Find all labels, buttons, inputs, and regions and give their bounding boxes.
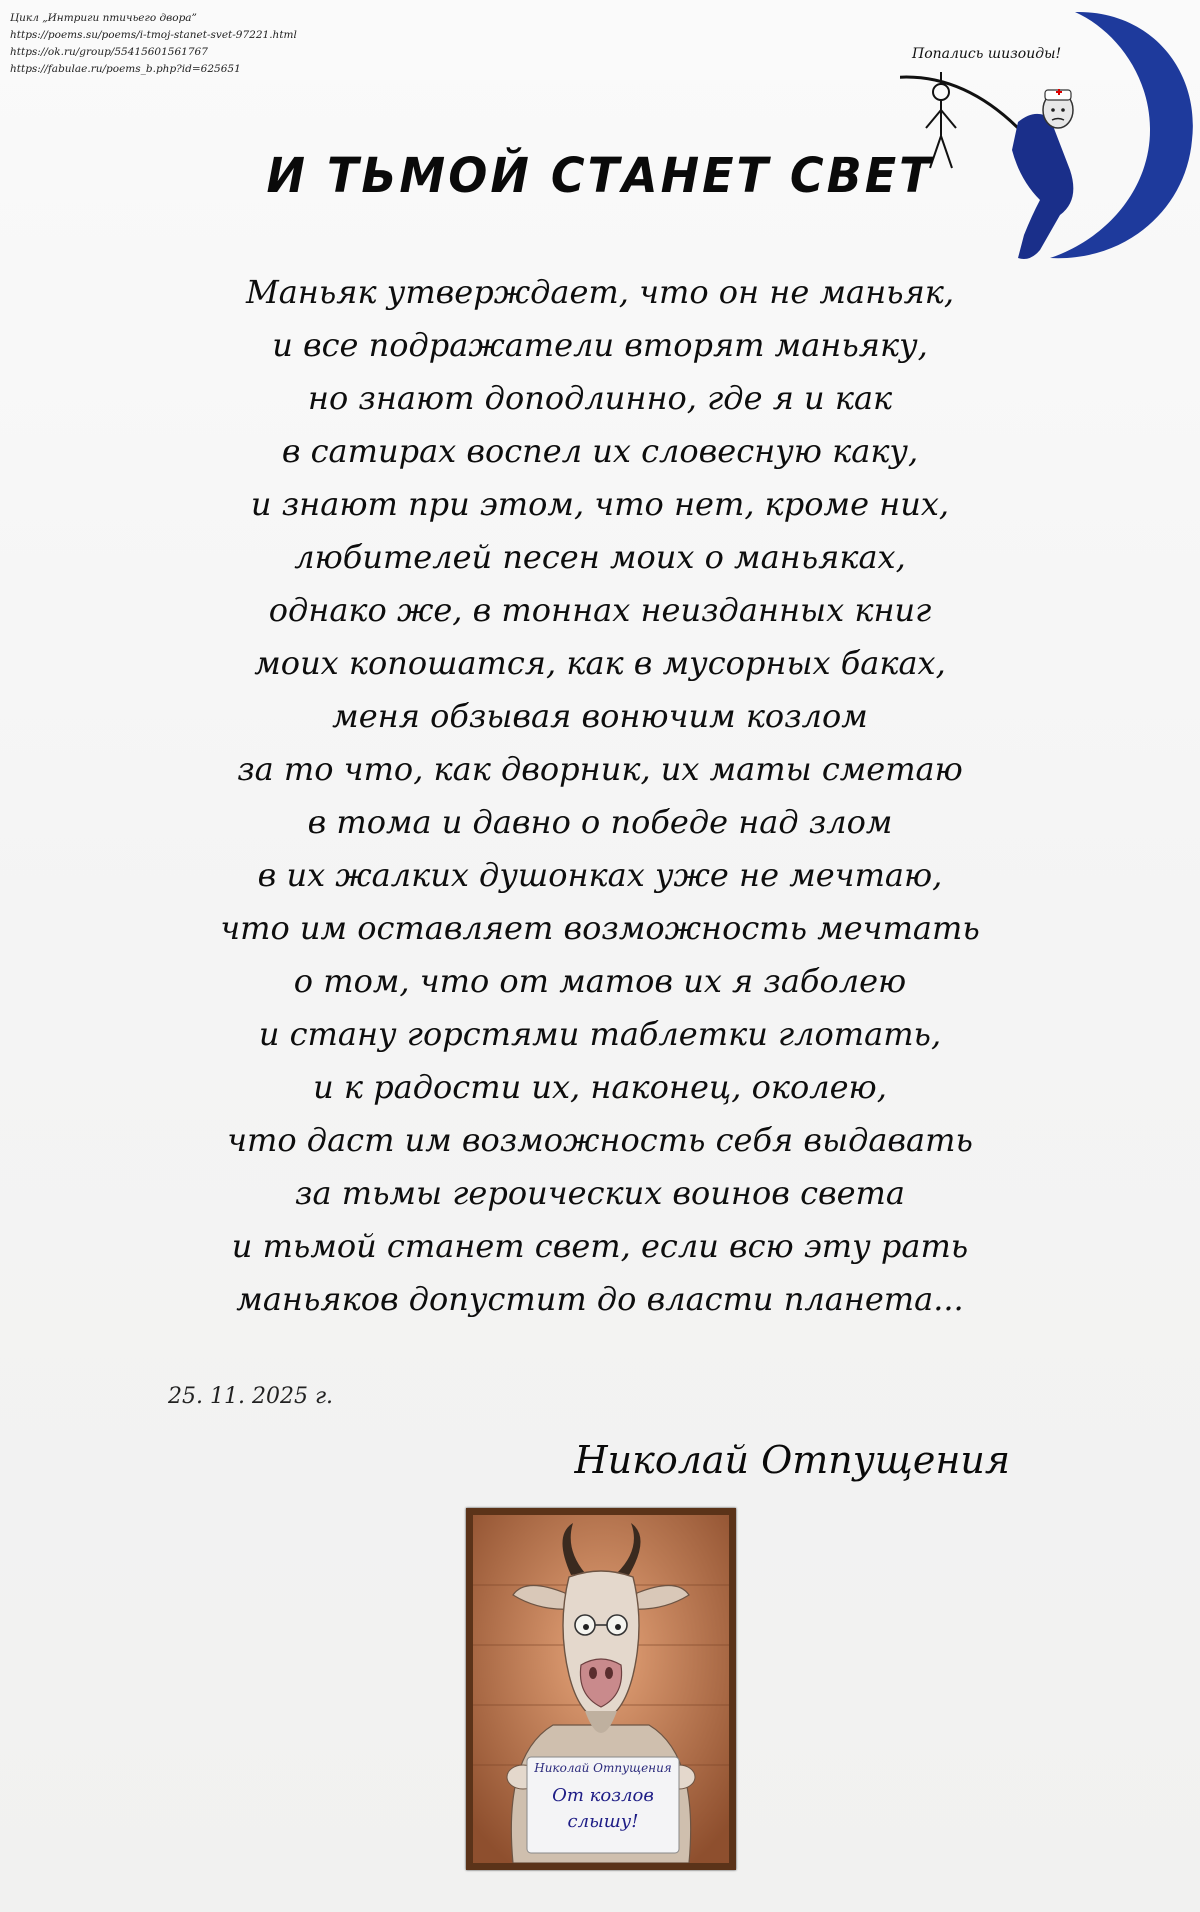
goat-sign	[525, 1755, 681, 1855]
poem-line: о том, что от матов их я заболею	[293, 962, 907, 1000]
poem-line: и тьмой станет свет, если всю эту рать	[231, 1227, 969, 1265]
poem-line: за то что, как дворник, их маты сметаю	[237, 750, 963, 788]
goat-picture	[466, 1508, 736, 1870]
header-link-fabulae[interactable]: https://fabulae.ru/poems_b.php?id=625651	[10, 63, 241, 75]
header-link-poems-su[interactable]: https://poems.su/poems/i-tmoj-stanet-svet-97221.html	[10, 29, 297, 41]
poem-line: Маньяк утверждает, что он не маньяк,	[245, 273, 955, 311]
poem-title: И ТЬМОЙ СТАНЕТ СВЕТ	[266, 146, 934, 204]
author-signature: Николай Отпущения	[574, 1438, 1010, 1482]
poem-line: однако же, в тоннах неизданных книг	[268, 591, 932, 629]
poem-body	[0, 266, 1200, 1326]
header-link-cycle: Цикл „Интриги птичьего двора”	[10, 12, 197, 24]
moon-caption: Попались шизоиды!	[912, 46, 1062, 62]
header-link-ok-ru[interactable]: https://ok.ru/group/55415601561767	[10, 46, 208, 58]
poem-line: за тьмы героических воинов света	[295, 1174, 905, 1212]
poem-line: что им оставляет возможность мечтать	[220, 909, 980, 947]
sign-line-2: слышу!	[567, 1811, 639, 1832]
poem-line: что даст им возможность себя выдавать	[227, 1121, 973, 1159]
poem-line: но знают доподлинно, где я и как	[307, 379, 893, 417]
poem-line: маньяков допустит до власти планета...	[236, 1280, 964, 1318]
poem-line: моих копошатся, как в мусорных баках,	[254, 644, 946, 682]
poem-line: в сатирах воспел их словесную каку,	[281, 432, 919, 470]
poem-line: и к радости их, наконец, околею,	[313, 1068, 887, 1106]
poem-line: в тома и давно о победе над злом	[307, 803, 893, 841]
poem-date: 25. 11. 2025 г.	[168, 1384, 334, 1409]
poem-line: в их жалких душонках уже не мечтаю,	[257, 856, 943, 894]
sign-author: Николай Отпущения	[534, 1761, 672, 1775]
poem-line: и знают при этом, что нет, кроме них,	[250, 485, 950, 523]
poem-line: и все подражатели вторят маньяку,	[272, 326, 928, 364]
sign-line-1: От козлов	[552, 1785, 654, 1806]
poem-line: и стану горстями таблетки глотать,	[258, 1015, 942, 1053]
poem-line: меня обзывая вонючим козлом	[332, 697, 868, 735]
header-links	[10, 10, 297, 78]
poem-line: любителей песен моих о маньяках,	[294, 538, 906, 576]
